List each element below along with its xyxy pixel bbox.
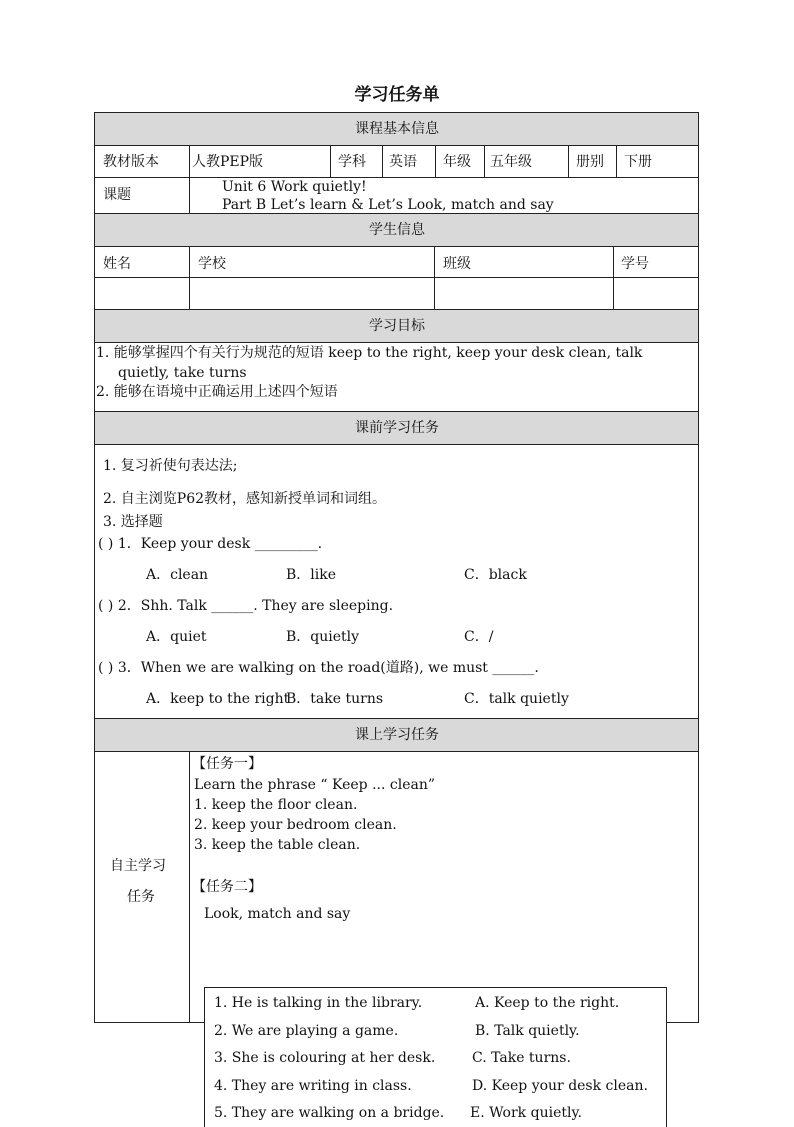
section-goals: 学习目标 <box>95 310 699 342</box>
student-school-field[interactable] <box>191 279 433 308</box>
student-class-field[interactable] <box>436 279 612 308</box>
table-rule <box>613 246 614 309</box>
subject-value: 英语 <box>389 154 417 170</box>
grade-label: 年级 <box>443 154 471 170</box>
table-rule <box>330 145 331 177</box>
section-in-class: 课上学习任务 <box>95 719 699 751</box>
task2-intro: Look, match and say <box>204 906 351 922</box>
task1-item: 2. keep your bedroom clean. <box>194 817 397 833</box>
table-rule <box>94 751 699 752</box>
task2-heading: 【任务二】 <box>192 879 262 895</box>
section-student-info: 学生信息 <box>95 214 699 246</box>
q1-option-c: C．black <box>464 567 527 583</box>
table-rule <box>434 246 435 309</box>
match-box <box>204 987 667 1127</box>
q1-option-a: A．clean <box>146 567 209 583</box>
task1-item: 3. keep the table clean. <box>194 837 361 853</box>
inclass-left-line-2: 任务 <box>127 889 155 905</box>
inclass-left-line-1: 自主学习 <box>110 858 166 874</box>
table-rule <box>189 246 190 309</box>
student-number-field[interactable] <box>615 279 697 308</box>
match-right-item: B. Talk quietly. <box>475 1023 580 1039</box>
pre-item-1: 1. 复习祈使句表达法; <box>103 458 238 474</box>
match-left-item: 5. They are walking on a bridge. <box>214 1105 445 1121</box>
topic-label: 课题 <box>103 187 131 203</box>
table-rule <box>94 718 699 719</box>
edition-label: 教材版本 <box>103 154 159 170</box>
table-rule <box>189 751 190 1023</box>
edition-value: 人教PEP版 <box>192 154 264 170</box>
table-rule <box>94 444 699 445</box>
q3-option-a: A．keep to the right <box>146 691 290 707</box>
match-left-item: 4. They are writing in class. <box>214 1078 412 1094</box>
question-2: ( ) 2．Shh. Talk ______. They are sleeping. <box>98 598 394 614</box>
match-right-item: C. Take turns. <box>472 1050 571 1066</box>
table-rule <box>94 342 699 343</box>
subject-label: 学科 <box>338 154 366 170</box>
q2-option-a: A．quiet <box>146 629 207 645</box>
table-rule <box>94 309 699 310</box>
task1-heading: 【任务一】 <box>192 756 262 772</box>
task1-item: 1. keep the floor clean. <box>194 797 358 813</box>
q2-option-b: B．quietly <box>286 629 360 645</box>
table-rule <box>382 145 383 177</box>
section-pre-tasks: 课前学习任务 <box>95 412 699 444</box>
table-border <box>94 112 95 1023</box>
goal-line-1: 1. 能够掌握四个有关行为规范的短语 keep to the right, keep your desk clean, talk <box>96 345 643 361</box>
topic-line-1: Unit 6 Work quietly! <box>222 179 367 195</box>
table-border <box>698 112 699 1023</box>
goal-line-2: quietly, take turns <box>118 365 247 381</box>
q3-option-c: C．talk quietly <box>464 691 569 707</box>
task1-intro: Learn the phrase “ Keep ... clean” <box>194 777 436 793</box>
grade-value: 五年级 <box>490 154 532 170</box>
table-rule <box>94 177 699 178</box>
match-right-item: E. Work quietly. <box>470 1105 582 1121</box>
student-class-label: 班级 <box>443 256 471 272</box>
match-left-item: 1. He is talking in the library. <box>214 995 423 1011</box>
goal-line-3: 2. 能够在语境中正确运用上述四个短语 <box>96 384 338 400</box>
table-rule <box>94 411 699 412</box>
table-border <box>666 1022 699 1023</box>
volume-value: 下册 <box>624 154 652 170</box>
match-right-item: A. Keep to the right. <box>475 995 620 1011</box>
pre-item-2: 2. 自主浏览P62教材，感知新授单词和词组。 <box>103 491 387 507</box>
section-course-info: 课程基本信息 <box>95 113 699 145</box>
student-name-field[interactable] <box>96 279 188 308</box>
student-school-label: 学校 <box>198 256 226 272</box>
table-rule <box>568 145 569 177</box>
question-3: ( ) 3．When we are walking on the road(道路), we must ______. <box>98 660 539 676</box>
table-rule <box>94 246 699 247</box>
page-title: 学习任务单 <box>354 85 440 105</box>
table-border <box>94 112 699 113</box>
student-name-label: 姓名 <box>103 256 131 272</box>
table-rule <box>484 145 485 177</box>
match-right-item: D. Keep your desk clean. <box>472 1078 648 1094</box>
table-rule <box>616 145 617 177</box>
table-rule <box>189 145 190 213</box>
q3-option-b: B．take turns <box>286 691 384 707</box>
match-left-item: 3. She is colouring at her desk. <box>214 1050 436 1066</box>
match-left-item: 2. We are playing a game. <box>214 1023 399 1039</box>
table-rule <box>94 145 699 146</box>
q2-option-c: C．/ <box>464 629 494 645</box>
volume-label: 册别 <box>576 154 604 170</box>
student-number-label: 学号 <box>621 256 649 272</box>
table-rule <box>94 277 699 278</box>
pre-item-3: 3. 选择题 <box>103 514 163 530</box>
q1-option-b: B．like <box>286 567 337 583</box>
table-rule <box>435 145 436 177</box>
topic-line-2: Part B Let’s learn & Let’s Look, match and say <box>222 197 554 213</box>
question-1: ( ) 1．Keep your desk _________. <box>98 536 323 552</box>
